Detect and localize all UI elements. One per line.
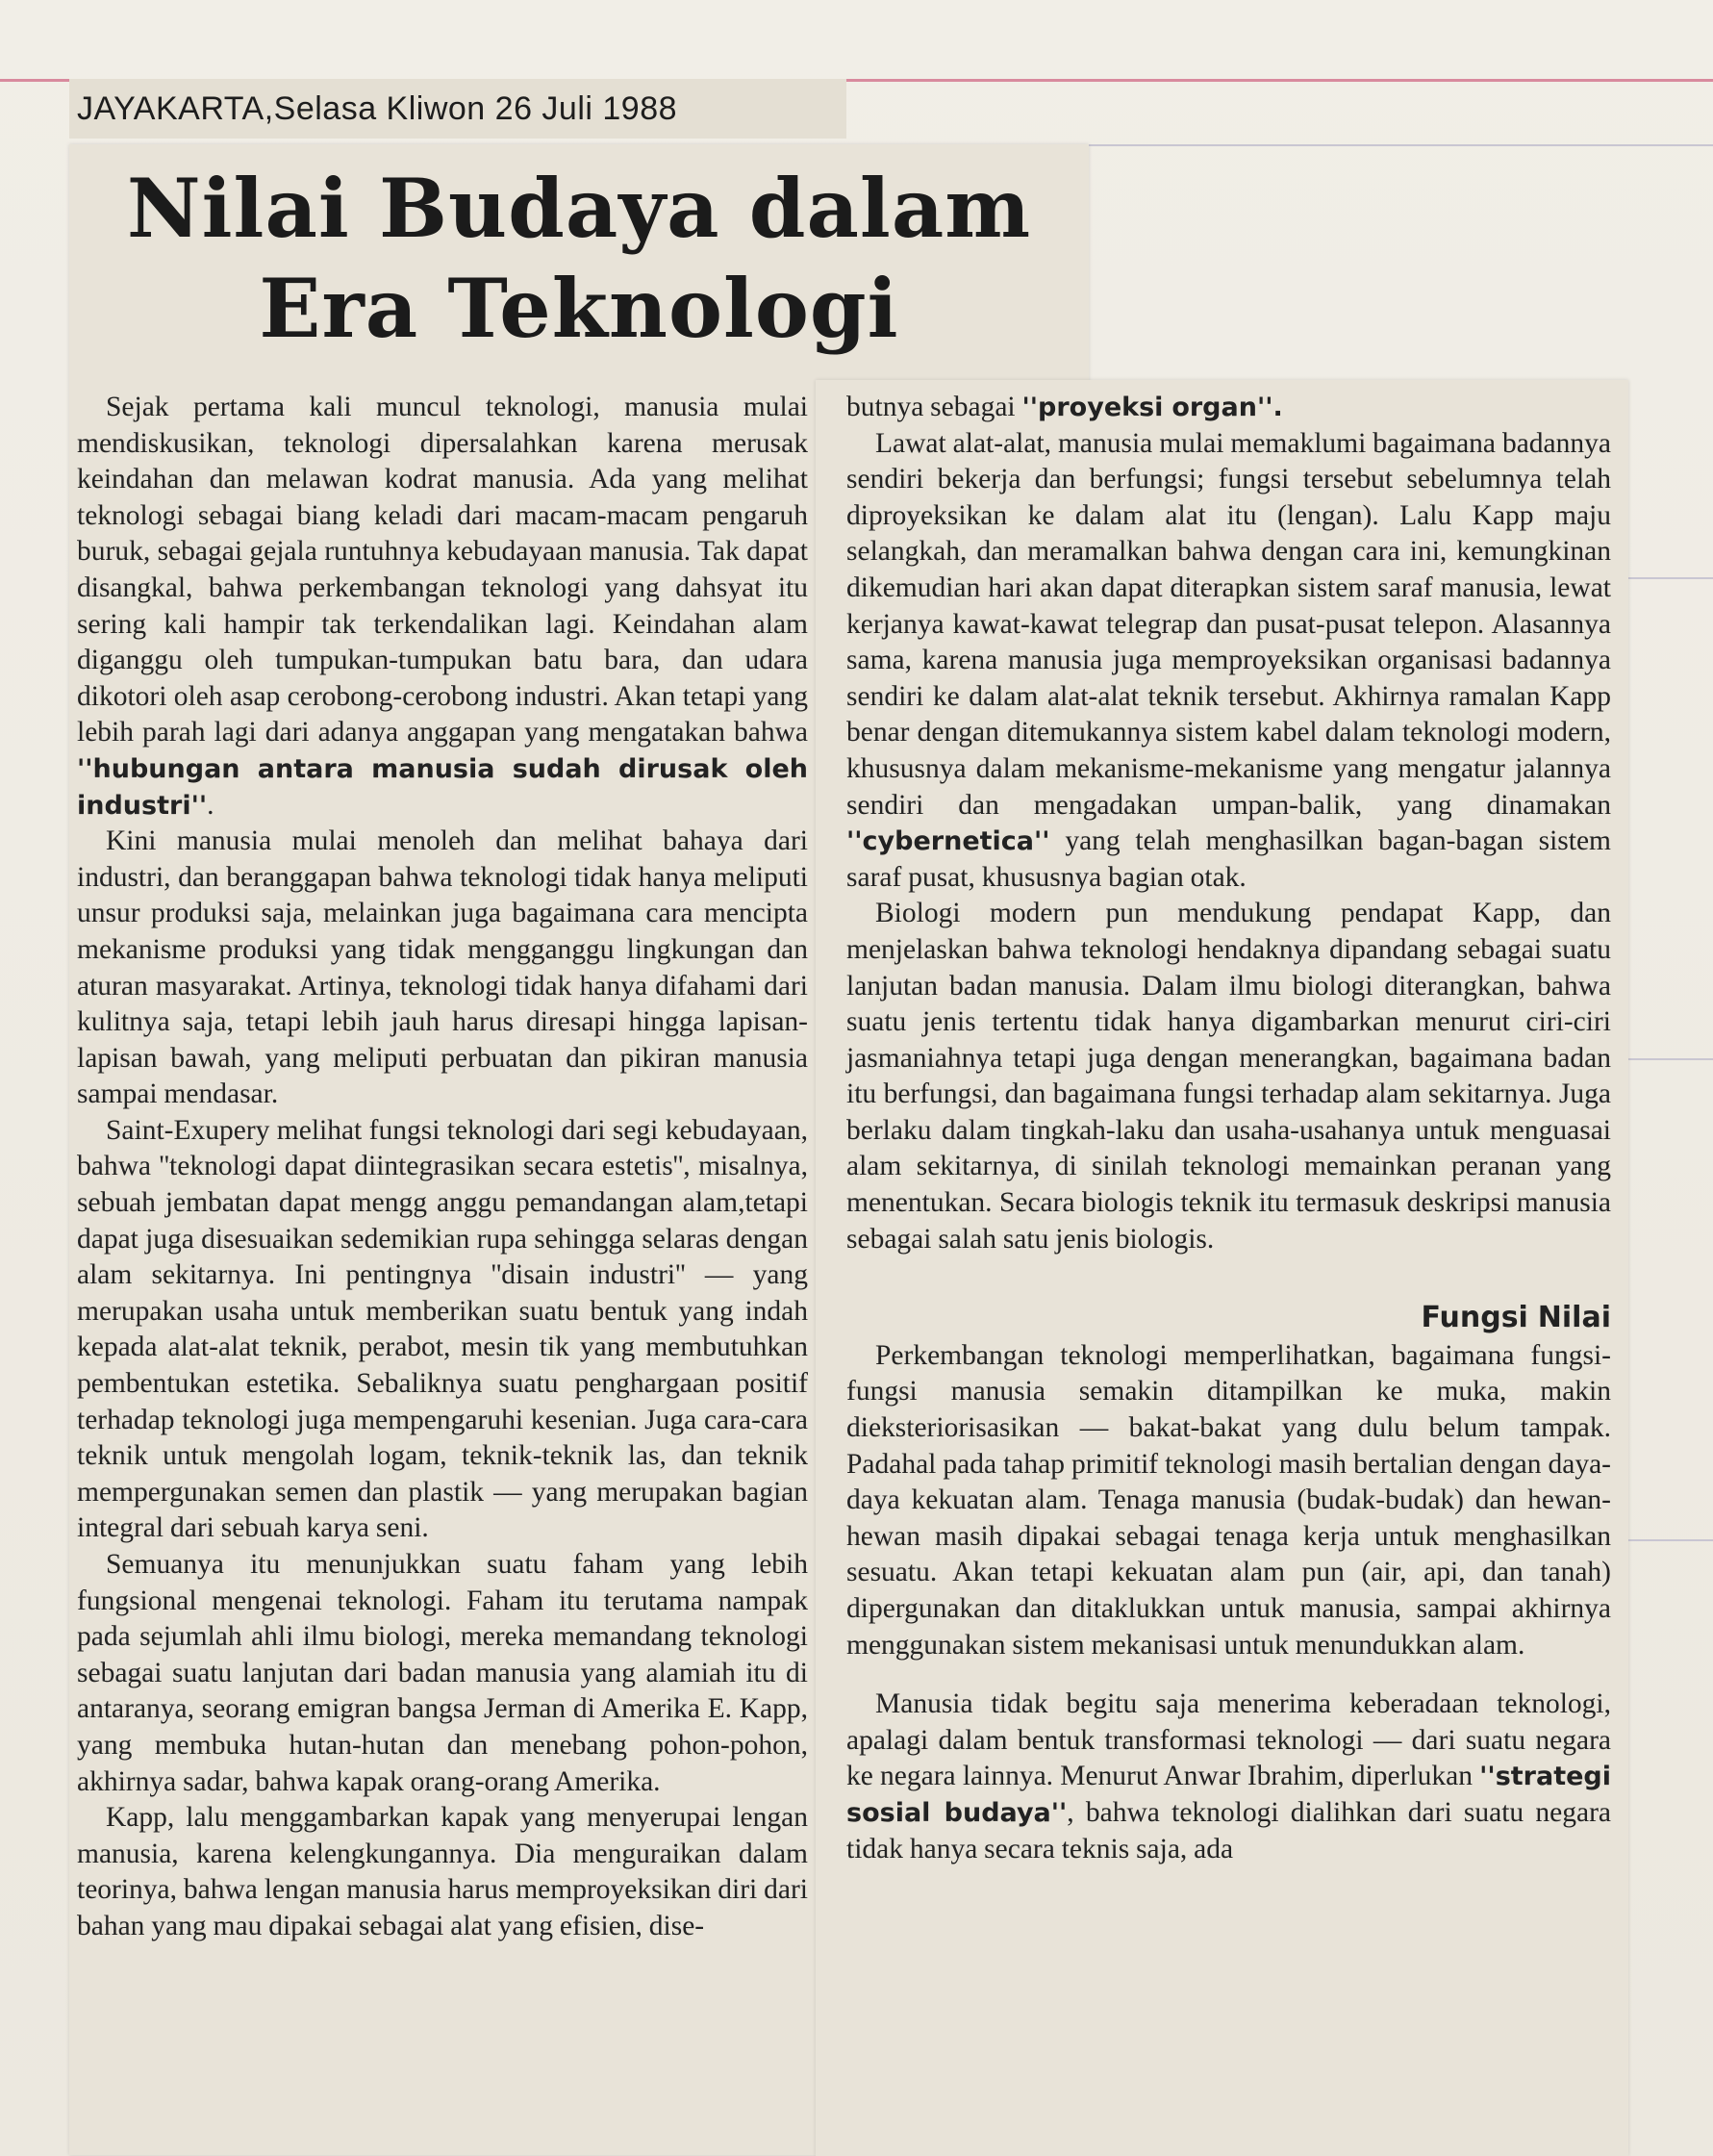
quote: ''proyeksi organ''. xyxy=(1021,393,1283,422)
quote: ''strategi sosial budaya'' xyxy=(846,1762,1612,1828)
paragraph: Perkembangan teknologi memperlihatkan, bagaimana fungsi-fungsi manusia semakin ditampilkan ke muka, makin dieksteriorisasikan — bakat-bakat yang dulu belum tampak. Padahal pada tahap primitif teknologi masih bertalian dengan daya-daya kekuatan alam. Tenaga manusia (budak-budak) dan hewan-hewan masih dipakai sebagai tenaga kerja untuk menghasilkan sesuatu. Akan tetapi kekuatan alam pun (air, api, dan tanah) dipergunakan dan ditaklukkan untuk manusia, sampai akhirnya menggunakan sistem mekanisasi untuk menundukkan alam. xyxy=(846,1339,1611,1661)
title-line-1: Nilai Budaya dalam xyxy=(126,161,1032,256)
paragraph: Kini manusia mulai menoleh dan melihat bahaya dari industri, dan beranggapan bahwa teknologi tidak hanya meliputi unsur produksi saja, melainkan juga bagaimana cara mencipta mekanisme produksi yang tidak mengganggu lingkungan dan aturan masyarakat. Artinya, teknologi tidak hanya difahami dari kulitnya saja, tetapi lebih jauh harus diresapi hingga lapisan-lapisan bawah, yang meliputi perbuatan dan pikiran manusia sampai mendasar. xyxy=(77,825,808,1110)
article-column-1 xyxy=(77,390,808,1945)
paragraph: Lawat alat-alat, manusia mulai memaklumi bagaimana badannya sendiri bekerja dan berfungsi; fungsi tersebut sebelumnya telah diproyeksikan ke dalam alat itu (lengan). Lalu Kapp maju selangkah, dan meramalkan bahwa dengan cara ini, kemungkinan dikemudian hari akan dapat diterapkan sistem saraf manusia, lewat kerjanya kawat-kawat telegrap dan pusat-pusat telepon. Alasannya sama, karena manusia juga memproyeksikan organisasi badannya sendiri ke dalam alat-alat teknik tersebut. Akhirnya ramalan Kapp benar dengan ditemukannya sistem kabel dalam teknologi modern, khususnya dalam mekanisme-mekanisme yang mengatur jalannya sendiri dan mengadakan umpan-balik, yang dinamakan ''cybernetica'' yang telah menghasilkan bagan-bagan sistem saraf pusat, khususnya bagian otak. xyxy=(846,427,1611,893)
paragraph: Semuanya itu menunjukkan suatu faham yang lebih fungsional mengenai teknologi. Faham itu terutama nampak pada sejumlah ahli ilmu biologi, mereka memandang teknologi sebagai suatu lanjutan dari badan manusia yang alamiah itu di antaranya, seorang emigran bangsa Jerman di Amerika E. Kapp, yang membuka hutan-hutan dan menebang pohon-pohon, akhirnya sadar, bahwa kapak orang-orang Amerika. xyxy=(77,1549,808,1797)
notebook-rule xyxy=(1625,1539,1713,1541)
quote: ''cybernetica'' xyxy=(846,826,1050,857)
article-column-2 xyxy=(846,390,1611,1867)
paragraph: Manusia tidak begitu saja menerima keberadaan teknologi, apalagi dalam bentuk transformasi teknologi — dari suatu negara ke negara lainnya. Menurut Anwar Ibrahim, diperlukan ''strategi sosial budaya'', bahwa teknologi dialihkan dari suatu negara tidak hanya secara teknis saja, ada xyxy=(846,1688,1612,1864)
newspaper-masthead: JAYAKARTA,Selasa Kliwon 26 Juli 1988 xyxy=(69,79,846,139)
notebook-rule xyxy=(1625,1058,1713,1060)
notebook-rule xyxy=(1625,577,1713,579)
article-title xyxy=(69,159,1089,359)
paragraph: Kapp, lalu menggambarkan kapak yang menyerupai lengan manusia, karena kelengkungannya. Dia menguraikan dalam teorinya, bahwa lengan manusia harus memproyeksikan diri dari bahan yang mau dipakai sebagai alat yang efisien, dise- xyxy=(77,1802,808,1941)
paragraph: Saint-Exupery melihat fungsi teknologi dari segi kebudayaan, bahwa ''teknologi dapat diintegrasikan secara estetis'', misalnya, sebuah jembatan dapat mengg anggu pemandangan alam,tetapi dapat juga disesuaikan sedemikian rupa sehingga selaras dengan alam sekitarnya. Ini pentingnya ''disain industri'' — yang merupakan usaha untuk memberikan suatu bentuk yang indah kepada alat-alat teknik, perabot, mesin tik yang membutuhkan pembentukan estetika. Sebaliknya suatu penghargaan positif terhadap teknologi juga mempengaruhi kesenian. Juga cara-cara teknik untuk mengolah logam, teknik-teknik las, dan teknik mempergunakan semen dan plastik — yang merupakan bagian integral dari sebuah karya seni. xyxy=(77,1114,808,1544)
paragraph: butnya sebagai ''proyeksi organ''. xyxy=(846,392,1283,422)
paragraph: Sejak pertama kali muncul teknologi, manusia mulai mendiskusikan, teknologi dipersalahkan karena merusak keindahan dan melawan kodrat manusia. Ada yang melihat teknologi sebagai biang keladi dari macam-macam pengaruh buruk, sebagai gejala runtuhnya kebudayaan manusia. Tak dapat disangkal, bahwa perkembangan teknologi yang dahsyat itu sering kali hampir tak terkendalikan lagi. Keindahan alam diganggu oleh tumpukan-tumpukan batu bara, dan udara dikotori oleh asap cerobong-cerobong industri. Akan tetapi yang lebih parah lagi dari adanya anggapan yang mengatakan bahwa ''hubungan antara manusia sudah dirusak oleh industri''. xyxy=(77,392,808,821)
title-line-2: Era Teknologi xyxy=(259,261,899,356)
quote: ''hubungan antara manusia sudah dirusak oleh industri'' xyxy=(77,753,808,821)
notebook-rule xyxy=(1068,144,1713,146)
paragraph: Biologi modern pun mendukung pendapat Kapp, dan menjelaskan bahwa teknologi hendaknya dipandang sebagai suatu lanjutan badan manusia. Dalam ilmu biologi diterangkan, bahwa suatu jenis tertentu tidak hanya digambarkan menurut ciri-ciri jasmaniahnya tetapi juga dengan menerangkan, bagaimana badan itu berfungsi, dan bagaimana fungsi terhadap alam sekitarnya. Juga berlaku dalam tingkah-laku dan usaha-usahanya untuk menguasai alam sekitarnya, di sinilah teknologi memainkan peranan yang menentukan. Secara biologis teknik itu termasuk deskripsi manusia sebagai salah satu jenis biologis. xyxy=(846,898,1611,1255)
section-subheading: Fungsi Nilai xyxy=(1421,1301,1611,1335)
